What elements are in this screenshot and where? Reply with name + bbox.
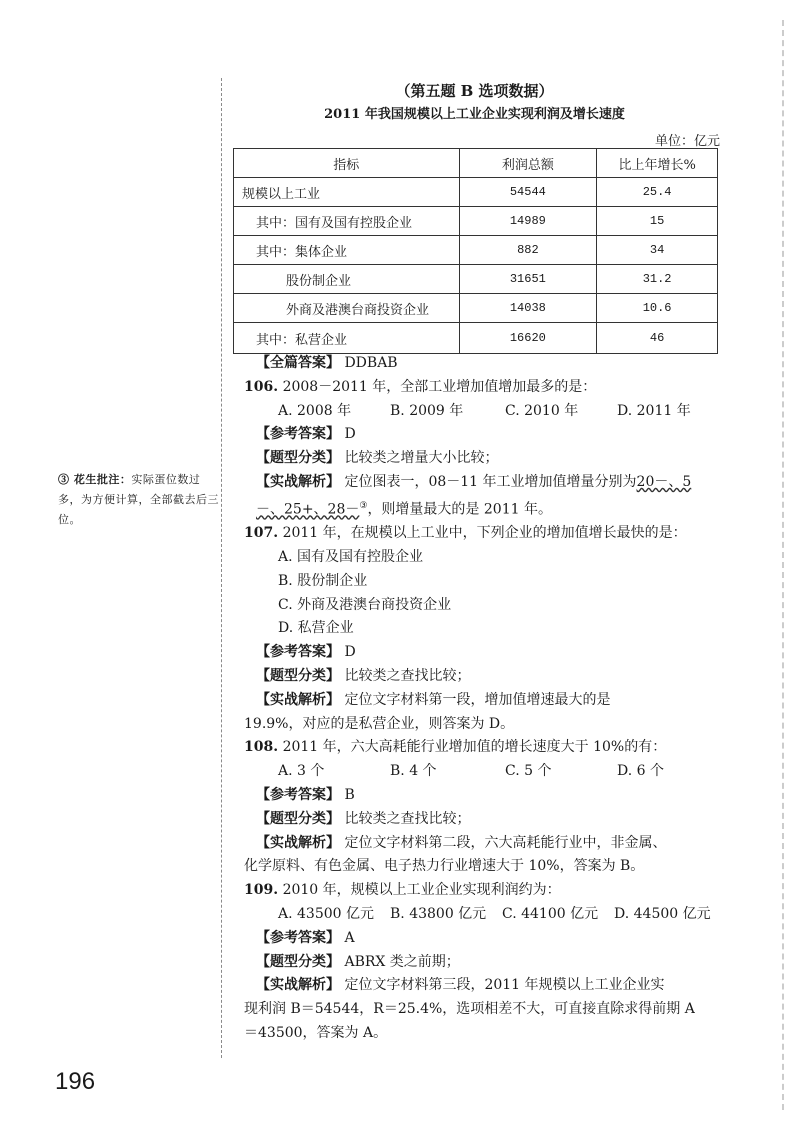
option-c: C. 外商及港澳台商投资企业 (278, 596, 452, 613)
option-b: B. 股份制企业 (278, 572, 368, 589)
row-profit: 14989 (459, 207, 597, 236)
option-d: D. 44500 亿元 (614, 905, 711, 922)
table-header-row (234, 149, 718, 178)
table-row (234, 236, 718, 265)
side-annotation-text: 实际蛋位数过多，为方便计算，全部截去后三位。 (58, 473, 219, 526)
type-line (256, 808, 718, 832)
header-indicator: 指标 (234, 149, 460, 178)
row-name: 其中：集体企业 (234, 236, 460, 265)
table-row (234, 178, 718, 207)
option-b: B. 43800 亿元 (390, 905, 487, 922)
question-text: 2008－2011 年，全部工业增加值增加最多的是： (282, 378, 597, 395)
header-growth: 比上年增长% (597, 149, 718, 178)
type-value: 比较类之增量大小比较； (344, 450, 499, 467)
type-value: 比较类之查找比较； (344, 810, 471, 827)
option-a: A. 2008 年 (278, 402, 352, 419)
analysis-label: 【实战解析】 (256, 691, 340, 708)
type-label: 【题型分类】 (256, 810, 340, 827)
question-stem (244, 522, 718, 546)
answer-value: A (344, 929, 355, 946)
row-profit: 16620 (459, 323, 597, 354)
type-value: 比较类之查找比较； (344, 668, 471, 685)
options-row (256, 760, 718, 784)
analysis-continued: 化学原料、有色金属、电子热力行业增速大于 10%，答案为 B。 (244, 858, 645, 875)
type-value: ABRX 类之前期； (344, 953, 460, 970)
option-d: D. 私营企业 (278, 620, 354, 637)
margin-divider (221, 78, 222, 1058)
analysis-text-end: ，则增量最大的是 2011 年。 (367, 501, 552, 518)
question-number: 107. (244, 525, 279, 542)
question-text: 2011 年，六大高耗能行业增加值的增长速度大于 10%的有： (282, 739, 667, 756)
row-growth: 10.6 (597, 294, 718, 323)
table-row (234, 265, 718, 294)
option-c: C. 5 个 (505, 763, 552, 780)
option-d: D. 6 个 (617, 763, 664, 780)
answer-label: 【参考答案】 (256, 929, 340, 946)
table-subtitle: 2011 年我国规模以上工业企业实现利润及增长速度 (324, 107, 625, 122)
header-profit: 利润总额 (459, 149, 597, 178)
question-number: 109. (244, 882, 279, 899)
option-c: C. 2010 年 (505, 402, 579, 419)
full-answer-value: DDBAB (344, 355, 398, 371)
questions-content (244, 352, 718, 1046)
option-a: A. 3 个 (278, 763, 325, 780)
answer-value: D (344, 644, 356, 661)
analysis-text: 定位文字材料第三段，2011 年规模以上工业企业实 (344, 977, 665, 994)
analysis-label: 【实战解析】 (256, 473, 340, 490)
analysis-line (256, 689, 718, 713)
analysis-label: 【实战解析】 (256, 834, 340, 851)
row-name: 股份制企业 (234, 265, 460, 294)
option-c: C. 44100 亿元 (502, 905, 599, 922)
analysis-text: 定位图表一，08－11 年工业增加值增量分别为 (344, 473, 637, 490)
option-b: B. 2009 年 (390, 402, 464, 419)
row-growth: 25.4 (597, 178, 718, 207)
analysis-line (256, 471, 718, 522)
row-name: 外商及港澳台商投资企业 (234, 294, 460, 323)
row-growth: 15 (597, 207, 718, 236)
answer-label: 【参考答案】 (256, 644, 340, 661)
analysis-text: 定位文字材料第二段，六大高耗能行业中，非金属、 (344, 834, 667, 851)
analysis-continued: ＝43500，答案为 A。 (244, 1024, 388, 1041)
question-stem (244, 736, 718, 760)
type-line (256, 951, 718, 975)
option-a: A. 国有及国有控股企业 (278, 549, 424, 566)
row-growth: 46 (597, 323, 718, 354)
row-name: 规模以上工业 (234, 178, 460, 207)
footnote-marker: ③ (359, 500, 368, 511)
row-profit: 31651 (459, 265, 597, 294)
type-label: 【题型分类】 (256, 450, 340, 467)
binding-edge-dashes (782, 20, 784, 1110)
type-line (256, 447, 718, 471)
row-growth: 31.2 (597, 265, 718, 294)
analysis-continued: 现利润 B＝54544，R＝25.4%，选项相差不大，可直接直除求得前期 A (244, 1001, 695, 1018)
answer-value: B (344, 787, 355, 803)
type-label: 【题型分类】 (256, 668, 340, 685)
option-b: B. 4 个 (390, 763, 437, 780)
option-d: D. 2011 年 (617, 402, 691, 419)
option-a: A. 43500 亿元 (278, 905, 374, 922)
row-growth: 34 (597, 236, 718, 265)
question-text: 2011 年，在规模以上工业中，下列企业的增加值增长最快的是： (282, 525, 687, 542)
row-profit: 882 (459, 236, 597, 265)
answer-line (256, 784, 718, 808)
answer-label: 【参考答案】 (256, 787, 340, 803)
side-annotation (58, 470, 220, 530)
table-title: （第五题 B 选项数据） (395, 82, 554, 100)
answer-value: D (344, 426, 356, 443)
full-answer-label: 【全篇答案】 (256, 355, 340, 371)
table-row (234, 294, 718, 323)
question-number: 106. (244, 378, 279, 395)
table-unit: 单位：亿元 (654, 134, 720, 149)
answer-line (256, 927, 718, 951)
row-name: 其中：国有及国有控股企业 (234, 207, 460, 236)
type-label: 【题型分类】 (256, 953, 340, 970)
analysis-text: 定位文字材料第一段，增加值增速最大的是 (344, 691, 611, 708)
question-stem (244, 879, 718, 903)
answer-line (256, 423, 718, 447)
answer-line (256, 641, 718, 665)
analysis-label: 【实战解析】 (256, 977, 340, 994)
analysis-line (256, 974, 718, 998)
profit-table (233, 148, 718, 354)
table-row (234, 323, 718, 354)
page-number: 196 (55, 1068, 96, 1095)
row-profit: 14038 (459, 294, 597, 323)
row-profit: 54544 (459, 178, 597, 207)
options-row (256, 903, 718, 927)
question-text: 2010 年，规模以上工业企业实现利润约为： (282, 882, 561, 899)
type-line (256, 665, 718, 689)
analysis-continued: 19.9%，对应的是私营企业，则答案为 D。 (244, 715, 515, 732)
row-name: 其中：私营企业 (234, 323, 460, 354)
answer-label: 【参考答案】 (256, 426, 340, 443)
table-row (234, 207, 718, 236)
analysis-wavy-values: 20－、5－、25+、28－ (256, 473, 692, 518)
question-stem (244, 376, 718, 400)
question-number: 108. (244, 739, 279, 756)
full-answer-line (256, 352, 718, 376)
options-row (256, 400, 718, 424)
side-annotation-label: ③ 花生批注： (58, 473, 132, 486)
analysis-line (256, 832, 718, 856)
